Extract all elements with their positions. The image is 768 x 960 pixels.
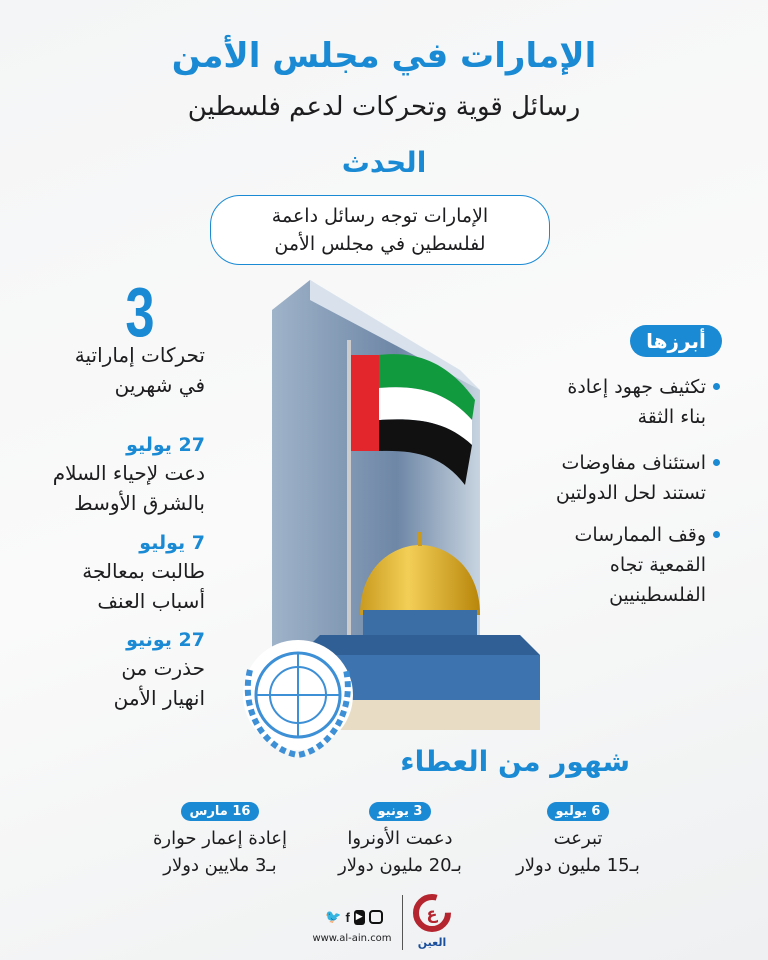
move-text: أسباب العنف	[97, 589, 205, 613]
highlight-text: وقف الممارسات	[574, 524, 706, 546]
giving-text: تبرعت	[553, 828, 603, 849]
divider	[402, 895, 403, 950]
move-item	[5, 432, 205, 518]
website-url[interactable]: www.al-ain.com	[312, 933, 392, 944]
giving-item	[478, 800, 678, 879]
giving-text: إعادة إعمار حوارة	[153, 828, 287, 849]
giving-text: بـ20 مليون دولار	[338, 855, 462, 876]
giving-heading: شهور من العطاء	[400, 745, 630, 778]
giving-text: بـ15 مليون دولار	[516, 855, 640, 876]
move-text: بالشرق الأوسط	[74, 491, 205, 515]
giving-date: 6 يوليو	[547, 802, 610, 821]
youtube-icon[interactable]: ▶	[354, 910, 365, 925]
highlight-text: الفلسطينيين	[609, 584, 706, 606]
giving-text: دعمت الأونروا	[347, 828, 453, 849]
giving-item	[120, 800, 320, 879]
moves-count: 3	[125, 273, 155, 351]
event-box	[210, 195, 550, 265]
social-icons	[316, 910, 392, 925]
al-ain-logo	[410, 893, 454, 949]
event-line: الإمارات توجه رسائل داعمة	[271, 205, 489, 227]
moves-line: تحركات إماراتية	[74, 343, 205, 367]
event-heading: الحدث	[341, 146, 427, 179]
moves-summary	[5, 340, 205, 400]
giving-date: 16 مارس	[181, 802, 260, 821]
al-ain-logo-text: العين	[417, 936, 447, 949]
highlights-heading: أبرزها	[630, 325, 722, 357]
moves-line: في شهرين	[114, 373, 205, 397]
move-text: دعت لإحياء السلام	[52, 461, 205, 485]
highlight-text: بناء الثقة	[637, 406, 706, 428]
move-text: طالبت بمعالجة	[82, 559, 205, 583]
giving-date: 3 يونيو	[369, 802, 432, 821]
move-date: 27 يونيو	[126, 629, 205, 651]
giving-item	[300, 800, 500, 879]
move-item	[5, 530, 205, 616]
instagram-icon[interactable]	[369, 910, 383, 924]
highlight-item	[506, 520, 706, 610]
move-item	[5, 627, 205, 713]
twitter-icon[interactable]: 🐦	[325, 910, 342, 925]
highlight-text: تستند لحل الدولتين	[555, 482, 706, 504]
highlight-item	[506, 448, 706, 508]
facebook-icon[interactable]: f	[345, 910, 350, 925]
un-logo	[243, 640, 353, 755]
highlight-text: تكثيف جهود إعادة	[567, 376, 706, 398]
highlight-text: استئناف مفاوضات	[561, 452, 706, 474]
giving-text: بـ3 ملايين دولار	[163, 855, 277, 876]
move-text: انهيار الأمن	[113, 686, 205, 710]
svg-text:ع: ع	[426, 904, 438, 923]
move-text: حذرت من	[121, 656, 205, 680]
highlight-text: القمعية تجاه	[609, 554, 706, 576]
event-line: لفلسطين في مجلس الأمن	[274, 233, 486, 255]
page-title: الإمارات في مجلس الأمن	[171, 36, 597, 76]
al-ain-logo-mark	[412, 893, 452, 933]
move-date: 7 يوليو	[139, 532, 205, 554]
move-date: 27 يوليو	[126, 434, 205, 456]
subtitle: رسائل قوية وتحركات لدعم فلسطين	[187, 92, 581, 122]
highlight-item	[506, 372, 706, 432]
